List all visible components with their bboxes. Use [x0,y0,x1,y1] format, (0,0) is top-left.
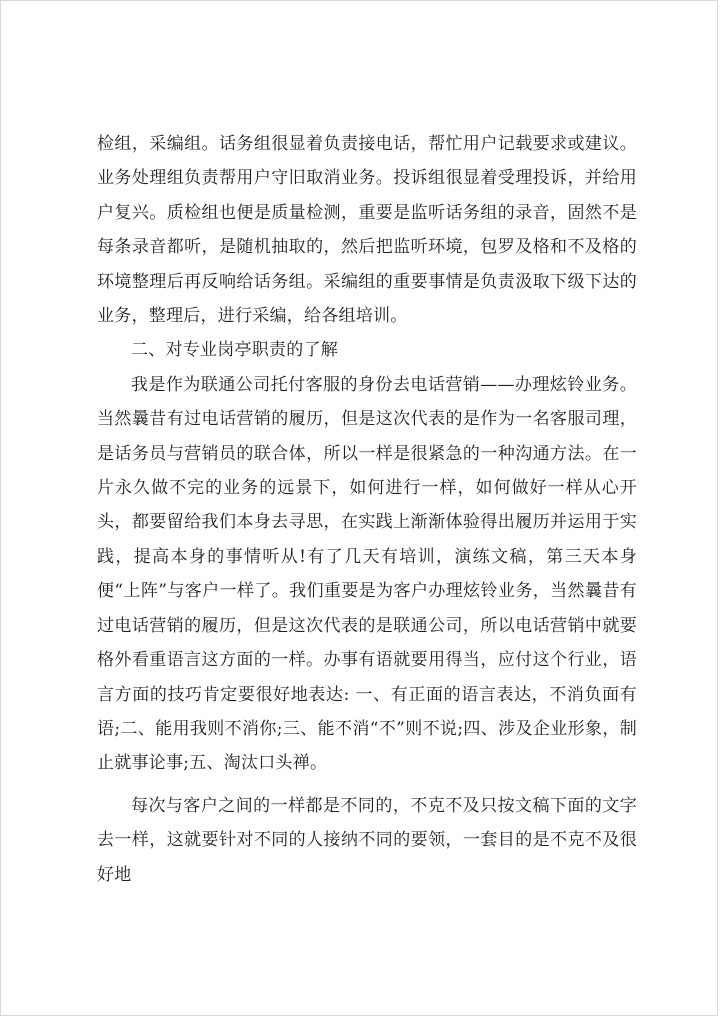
paragraph-customer-communication: 每次与客户之间的一样都是不同的，不克不及只按文稿下面的文字去一样，这就要针对不同的人接纳不同的要领，一套目的是不克不及很好地 [97,795,637,885]
paragraph-departments: 检组，采编组。话务组很显着负责接电话，帮忙用户记载要求或建议。业务处理组负责帮用户守旧取消业务。投诉组很显着受理投诉，并给用户复兴。质检组也便是质量检测，重要是监听话务组的录音，固然不是每条录音都听，是随机抽取的，然后把监听环境，包罗及格和不及格的环境整理后再反响给话务组。采编组的重要事情是负责汲取下级下达的业务，整理后，进行采编，给各组培训。 [97,134,637,327]
document-body [97,127,637,892]
paragraph-role-understanding: 我是作为联通公司托付客服的身份去电话营销——办理炫铃业务。当然曩昔有过电话营销的履历，但是这次代表的是作为一名客服司理，是话务员与营销员的联合体，所以一样是很紧急的一种沟通方法。在一片永久做不完的业务的远景下，如何进行一样，如何做好一样从心开头，都要留给我们本身去寻思，在实践上渐渐体验得出履历并运用于实践，提高本身的事情听从!有了几天有培训，演练文稿，第三天本身便“上阵”与客户一样了。我们重要是为客户办理炫铃业务，当然曩昔有过电话营销的履历，但是这次代表的是联通公司，所以电话营销中就要格外看重语言这方面的一样。办事有语就要用得当，应付这个行业，语言方面的技巧肯定要很好地表达: 一、有正面的语言表达，不消负面有语;二、能用我则不消你;三、能不消“不”则不说;四、涉及企业形象，制止就事论事;五、淘汰口头禅。 [97,374,637,774]
section-heading: 二、对专业岗亭职责的了解 [131,340,338,361]
